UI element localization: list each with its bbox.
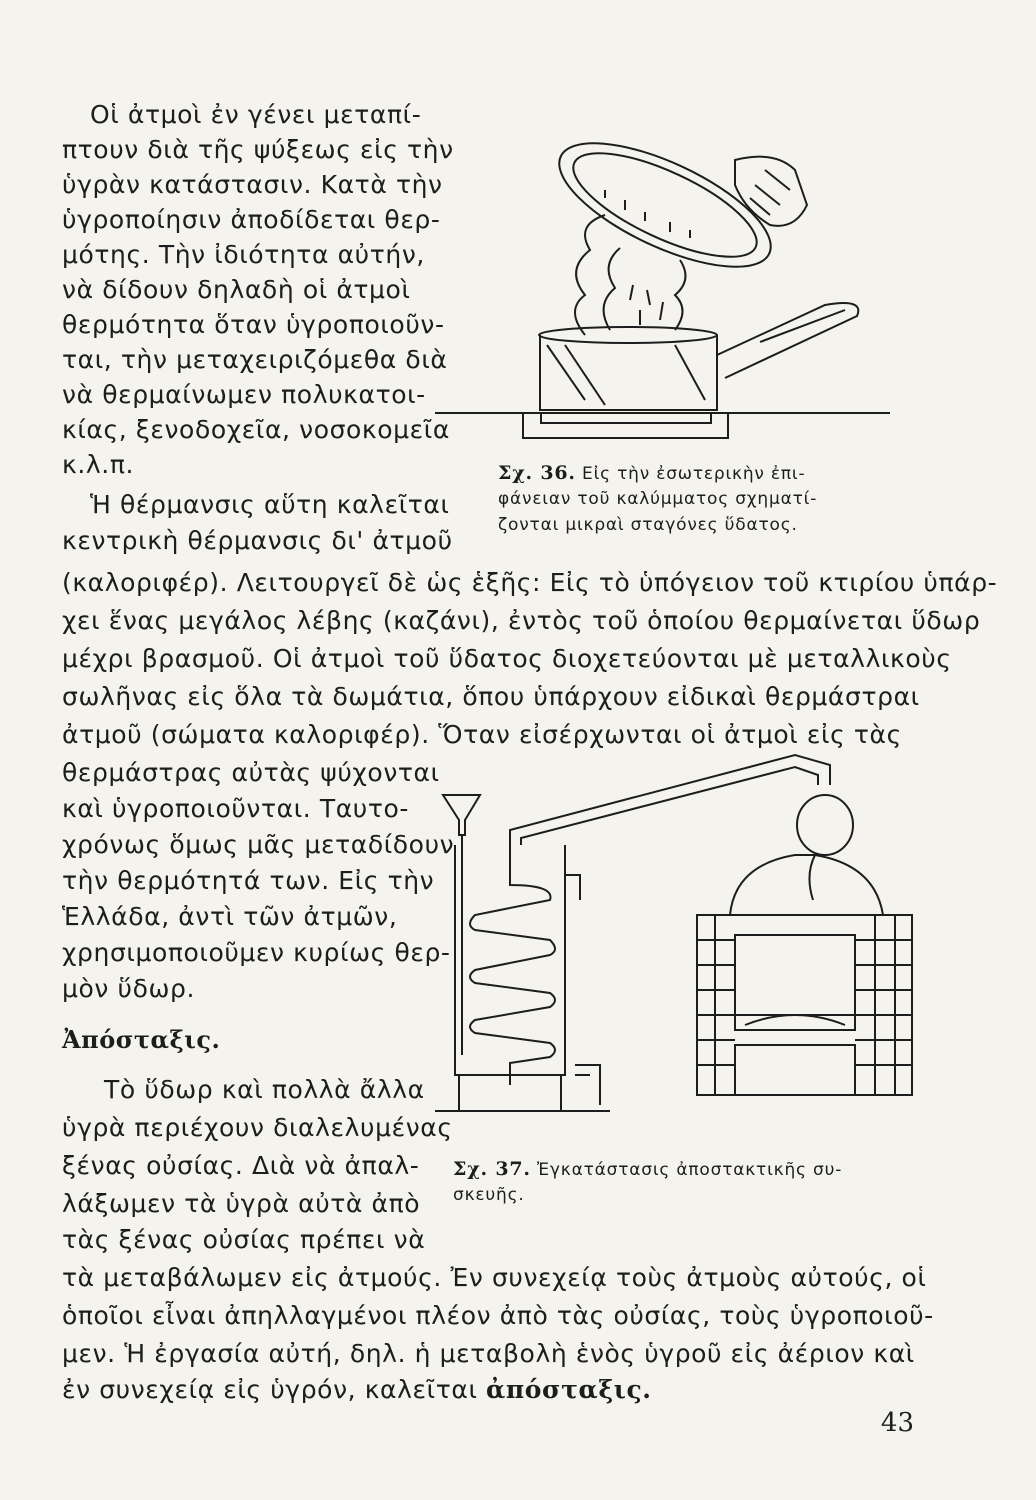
- figure-37-caption: [453, 1158, 933, 1218]
- caption-line: ζονται μικραὶ σταγόνες ὕδατος.: [498, 515, 798, 535]
- section-heading: Ἀπόσταξις.: [62, 1025, 221, 1054]
- text-line: χρησιμοποιοῦμεν κυρίως θερ-: [62, 938, 451, 967]
- text-line: τὴν θερμότητά των. Εἰς τὴν: [62, 866, 435, 895]
- text-line: [62, 1375, 652, 1405]
- text-line: ὑγροποίησιν ἀποδίδεται θερ-: [62, 205, 441, 234]
- figure-label: Σχ. 37.: [453, 1158, 531, 1180]
- caption-text: Ἐγκατάστασις ἀποστακτικῆς συ-: [537, 1160, 843, 1180]
- text-line: πτουν διὰ τῆς ψύξεως εἰς τὴν: [62, 135, 454, 164]
- bold-term: ἀπόσταξις.: [486, 1375, 652, 1404]
- text-line: μότης. Τὴν ἰδιότητα αὐτήν,: [62, 240, 425, 269]
- text-line: μέχρι βρασμοῦ. Οἱ ἀτμοὶ τοῦ ὕδατος διοχετεύονται μὲ μεταλλικοὺς: [62, 644, 952, 673]
- text-line: Ἡ θέρμανσις αὕτη καλεῖται: [90, 490, 450, 519]
- text-line: τὰ μεταβάλωμεν εἰς ἀτμούς. Ἐν συνεχείᾳ τοὺς ἀτμοὺς αὐτούς, οἱ: [62, 1263, 927, 1292]
- text-line: νὰ θερμαίνωμεν πολυκατοι-: [62, 380, 426, 409]
- paragraph-3: [62, 1075, 962, 1405]
- figure-37-illustration: [435, 725, 925, 1115]
- text-line: ὁποῖοι εἶναι ἀπηλλαγμένοι πλέον ἀπὸ τὰς οὐσίας, τοὺς ὑγροποιοῦ-: [62, 1301, 934, 1330]
- text-line: (καλοριφέρ). Λειτουργεῖ δὲ ὡς ἑξῆς: Εἰς τὸ ὑπόγειον τοῦ κτιρίου ὑπάρ-: [62, 568, 998, 597]
- text-line-content: ἐν συνεχείᾳ εἰς ὑγρόν, καλεῖται: [62, 1375, 478, 1404]
- text-line: χει ἕνας μεγάλος λέβης (καζάνι), ἐντὸς τοῦ ὁποίου θερμαίνεται ὕδωρ: [62, 606, 981, 635]
- text-line: χρόνως ὅμως μᾶς μεταδίδουν: [62, 830, 455, 859]
- text-line: μὸν ὕδωρ.: [62, 974, 196, 1003]
- figure-label: Σχ. 36.: [498, 462, 576, 484]
- caption-line: [498, 462, 805, 485]
- text-line: θερμάστρας αὐτὰς ψύχονται: [62, 758, 440, 787]
- text-line: θερμότητα ὅταν ὑγροποιοῦν-: [62, 310, 445, 339]
- text-line: κίας, ξενοδοχεῖα, νοσοκομεῖα: [62, 415, 450, 444]
- paragraph-1: [62, 100, 462, 500]
- text-line: σωλῆνας εἰς ὅλα τὰ δωμάτια, ὅπου ὑπάρχουν εἰδικαὶ θερμάστραι: [62, 682, 920, 711]
- text-line: Οἱ ἀτμοὶ ἐν γένει μεταπί-: [90, 100, 422, 129]
- text-line: ἀτμοῦ (σώματα καλοριφέρ). Ὅταν εἰσέρχωνται οἱ ἀτμοὶ εἰς τὰς: [62, 720, 902, 749]
- text-line: καὶ ὑγροποιοῦνται. Ταυτο-: [62, 794, 410, 823]
- text-line: ὑγρὰν κατάστασιν. Κατὰ τὴν: [62, 170, 443, 199]
- caption-text: Εἰς τὴν ἐσωτερικὴν ἐπι-: [582, 464, 806, 484]
- text-line: Τὸ ὕδωρ καὶ πολλὰ ἄλλα: [104, 1075, 425, 1104]
- figure-36-illustration: [435, 130, 895, 450]
- text-line: Ἑλλάδα, ἀντὶ τῶν ἀτμῶν,: [62, 902, 398, 931]
- figure-36-caption: [498, 462, 898, 542]
- caption-line: φάνειαν τοῦ καλύμματος σχηματί-: [498, 489, 818, 509]
- text-line: νὰ δίδουν δηλαδὴ οἱ ἀτμοὶ: [62, 275, 411, 304]
- text-line: ὑγρὰ περιέχουν διαλελυμένας: [62, 1113, 453, 1142]
- caption-line: σκευῆς.: [453, 1185, 525, 1205]
- text-line: ξένας οὐσίας. Διὰ νὰ ἀπαλ-: [62, 1151, 420, 1180]
- text-line: τὰς ξένας οὐσίας πρέπει νὰ: [62, 1225, 426, 1254]
- text-line: μεν. Ἡ ἐργασία αὐτή, δηλ. ἡ μεταβολὴ ἑνὸς ὑγροῦ εἰς ἀέριον καὶ: [62, 1339, 915, 1368]
- text-line: κεντρικὴ θέρμανσις δι' ἀτμοῦ: [62, 526, 453, 555]
- caption-line: [453, 1158, 842, 1181]
- text-line: ται, τὴν μεταχειριζόμεθα διὰ: [62, 345, 448, 374]
- text-line: κ.λ.π.: [62, 450, 135, 479]
- page-number: 43: [880, 1408, 914, 1438]
- text-line: λάξωμεν τὰ ὑγρὰ αὐτὰ ἀπὸ: [62, 1189, 421, 1218]
